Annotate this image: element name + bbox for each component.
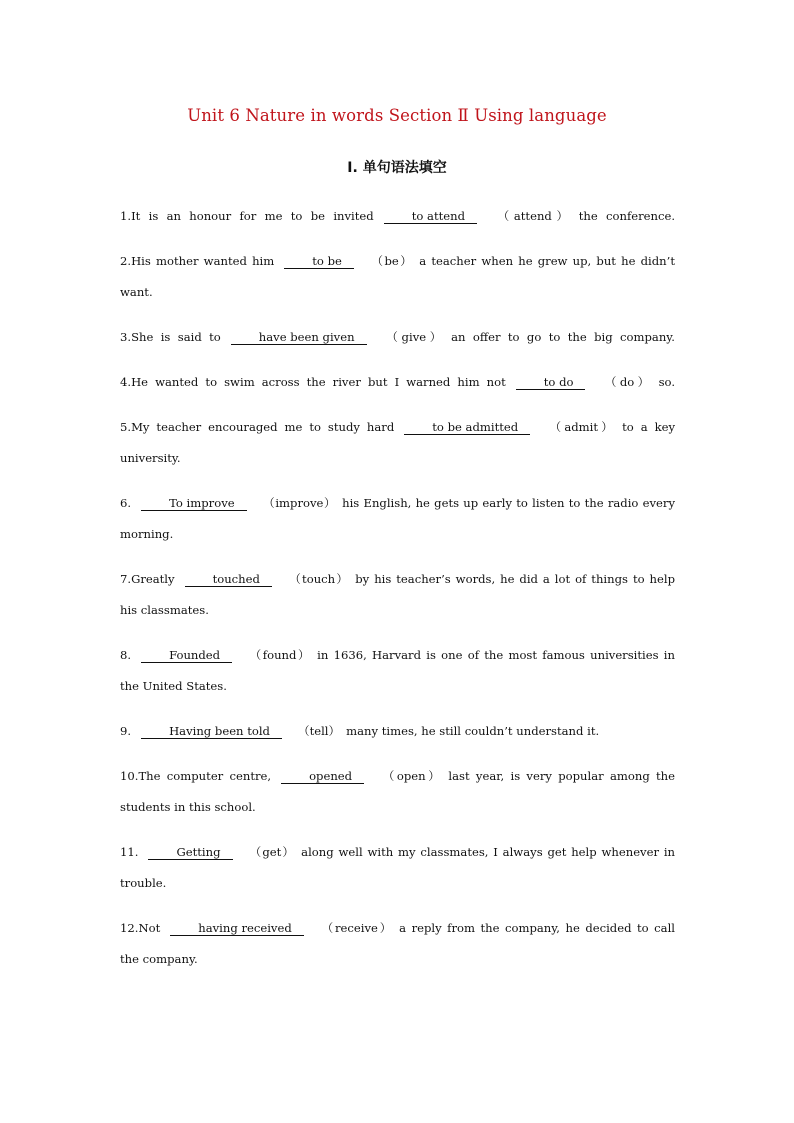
question-text-after: an offer to go to the big company. xyxy=(451,330,675,344)
question-number: 1. xyxy=(120,209,132,223)
word-hint: （touch） xyxy=(287,572,350,586)
word-hint: （attend） xyxy=(493,209,573,223)
question-number: 8. xyxy=(120,648,132,662)
answer-blank: to do xyxy=(516,376,586,390)
answer-blank: to be xyxy=(284,255,354,269)
question-text-after: by his teacher’s words, he did a lot of things to help his classmates. xyxy=(120,572,675,617)
word-hint: （found） xyxy=(248,648,312,662)
answer-blank: opened xyxy=(281,770,364,784)
question-5 xyxy=(120,412,675,474)
question-text-before: His mother wanted him xyxy=(131,254,275,268)
question-number: 9. xyxy=(120,724,132,738)
word-hint: （get） xyxy=(248,845,296,859)
word-hint: （improve） xyxy=(262,496,337,510)
question-number: 3. xyxy=(120,330,132,344)
answer-blank: To improve xyxy=(141,497,247,511)
question-number: 10. xyxy=(120,769,139,783)
question-text-after: many times, he still couldn’t understand it. xyxy=(346,724,600,738)
question-11 xyxy=(120,837,675,899)
answer-blank: Founded xyxy=(141,649,232,663)
question-text-after: a reply from the company, he decided to call the company. xyxy=(120,921,675,966)
word-hint: （tell） xyxy=(297,724,341,738)
question-list xyxy=(120,201,675,989)
question-9 xyxy=(120,716,675,747)
question-text-after: in 1636, Harvard is one of the most famous universities in the United States. xyxy=(120,648,675,693)
question-8 xyxy=(120,640,675,702)
section-heading: Ⅰ. 单句语法填空 xyxy=(347,160,447,176)
question-text-before: My teacher encouraged me to study hard xyxy=(131,420,395,434)
question-text-after: his English, he gets up early to listen to the radio every morning. xyxy=(120,496,675,541)
question-text-before: The computer centre, xyxy=(138,769,272,783)
question-text-before: He wanted to swim across the river but I warned him not xyxy=(131,375,506,389)
question-number: 11. xyxy=(120,845,139,859)
answer-blank: Getting xyxy=(148,846,232,860)
question-number: 5. xyxy=(120,420,132,434)
answer-blank: to be admitted xyxy=(404,421,530,435)
question-text-after: along well with my classmates, I always get help whenever in trouble. xyxy=(120,845,675,890)
question-3 xyxy=(120,322,675,353)
question-12 xyxy=(120,913,675,975)
word-hint: （admit） xyxy=(546,420,617,434)
answer-blank: to attend xyxy=(384,210,477,224)
question-text-after: the conference. xyxy=(578,209,676,223)
question-number: 7. xyxy=(120,572,132,586)
word-hint: （receive） xyxy=(319,921,394,935)
question-number: 6. xyxy=(120,496,132,510)
question-text-after: so. xyxy=(658,375,676,389)
answer-blank: have been given xyxy=(231,331,367,345)
question-2 xyxy=(120,246,675,308)
question-text-before: Greatly xyxy=(131,572,175,586)
answer-blank: Having been told xyxy=(141,725,282,739)
question-7 xyxy=(120,564,675,626)
question-text-after: a teacher when he grew up, but he didn’t want. xyxy=(120,254,675,299)
word-hint: （do） xyxy=(601,375,653,389)
question-number: 2. xyxy=(120,254,132,268)
word-hint: （give） xyxy=(382,330,446,344)
question-text-before: It is an honour for me to be invited xyxy=(131,209,374,223)
word-hint: （be） xyxy=(369,254,414,268)
word-hint: （open） xyxy=(380,769,443,783)
question-text-after: last year, is very popular among the students in this school. xyxy=(120,769,676,814)
question-10 xyxy=(120,761,675,823)
question-text-before: She is said to xyxy=(131,330,221,344)
question-1 xyxy=(120,201,675,232)
answer-blank: touched xyxy=(185,573,272,587)
question-4 xyxy=(120,367,675,398)
question-text-after: to a key university. xyxy=(120,420,676,465)
question-number: 4. xyxy=(120,375,132,389)
document-title: Unit 6 Nature in words Section Ⅱ Using language xyxy=(187,106,607,125)
question-6 xyxy=(120,488,675,550)
question-text-before: Not xyxy=(138,921,161,935)
answer-blank: having received xyxy=(170,922,304,936)
question-number: 12. xyxy=(120,921,139,935)
